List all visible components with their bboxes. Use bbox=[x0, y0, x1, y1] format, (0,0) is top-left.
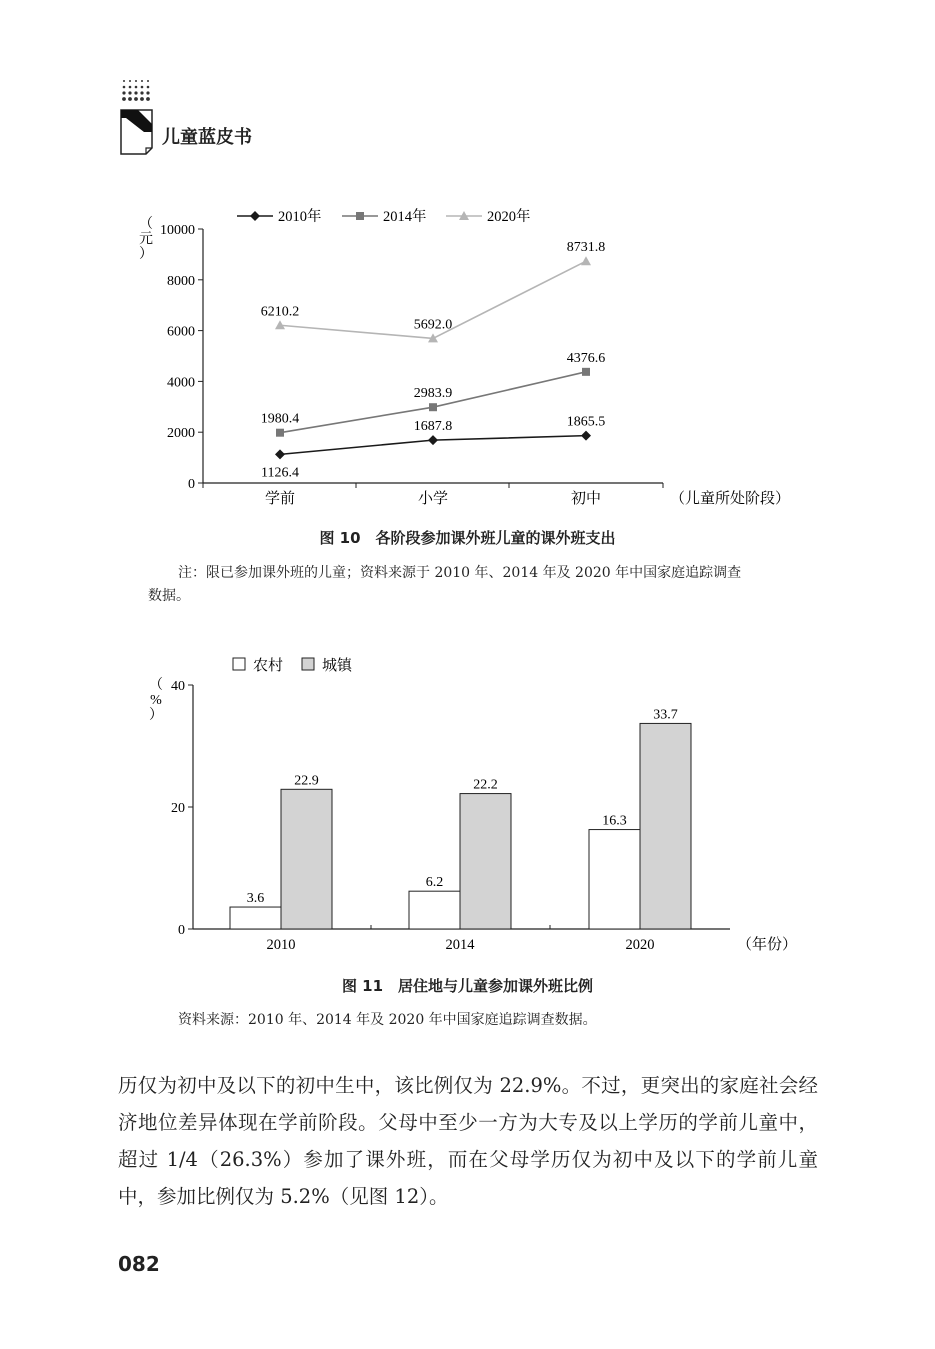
figure-11-caption: 图 11 居住地与儿童参加课外班比例 bbox=[341, 977, 594, 995]
legend-label: 2020年 bbox=[487, 209, 531, 225]
bar-value-label: 3.6 bbox=[246, 891, 265, 907]
data-label: 6210.2 bbox=[260, 304, 300, 320]
data-label: 1126.4 bbox=[261, 465, 299, 481]
legend-label: 2010年 bbox=[278, 209, 322, 225]
y-axis-unit-label-char: % bbox=[150, 693, 162, 708]
data-point bbox=[429, 403, 437, 411]
y-axis-unit-label-char: ） bbox=[149, 708, 163, 723]
x-category-label: 学前 bbox=[264, 491, 296, 507]
bar bbox=[589, 830, 640, 929]
y-tick-label: 20 bbox=[171, 801, 185, 816]
data-label: 1980.4 bbox=[260, 411, 300, 427]
y-tick-label: 40 bbox=[171, 679, 185, 694]
x-axis-label: （儿童所处阶段） bbox=[670, 491, 791, 507]
data-point bbox=[581, 431, 591, 441]
legend-label: 2014年 bbox=[383, 209, 427, 225]
data-label: 5692.0 bbox=[413, 317, 453, 333]
x-category-label: 2014 bbox=[445, 937, 475, 953]
data-point bbox=[582, 368, 590, 376]
y-axis-unit-label bbox=[149, 677, 163, 723]
body-paragraph: 历仅为初中及以下的初中生中，该比例仅为 22.9%。不过，更突出的家庭社会经济地位差异体现在学前阶段。父母中至少一方为大专及以上学历的学前儿童中，超过 1/4（26.3%）参加了课外班，而在父母学历仅为初中及以下的学前儿童中，参加比例仅为 5.2%（见图 12）。 bbox=[118, 1074, 818, 1208]
legend-marker bbox=[356, 212, 364, 220]
data-point bbox=[581, 256, 591, 265]
data-label: 8731.8 bbox=[566, 240, 606, 256]
data-label: 4376.6 bbox=[566, 350, 606, 366]
x-category-label: 小学 bbox=[417, 491, 449, 507]
legend-swatch bbox=[302, 658, 314, 670]
x-category-label: 2010 bbox=[266, 937, 296, 953]
legend-swatch bbox=[233, 658, 245, 670]
legend-label: 农村 bbox=[253, 658, 284, 674]
y-tick-label: 2000 bbox=[167, 426, 195, 442]
legend-label: 城镇 bbox=[322, 658, 353, 674]
x-category-label: 初中 bbox=[570, 491, 602, 507]
bar-value-label: 16.3 bbox=[602, 813, 627, 829]
bar-value-label: 33.7 bbox=[653, 707, 678, 723]
bar-value-label: 22.2 bbox=[473, 777, 498, 793]
figure-10-note-cont: 数据。 bbox=[148, 588, 190, 604]
figure-11-note: 资料来源：2010 年、2014 年及 2020 年中国家庭追踪调查数据。 bbox=[178, 1012, 597, 1028]
x-axis-label: （年份） bbox=[737, 937, 798, 953]
figure-10-line-chart bbox=[0, 195, 935, 515]
figure-10-caption: 图 10 各阶段参加课外班儿童的课外班支出 bbox=[319, 529, 616, 547]
y-axis-unit-label-char: （ bbox=[139, 217, 153, 232]
y-axis-unit-label-char: ） bbox=[139, 247, 153, 262]
data-point bbox=[275, 449, 285, 459]
book-series-title: 儿童蓝皮书 bbox=[162, 127, 252, 148]
y-tick-label: 8000 bbox=[167, 273, 195, 289]
page-number: 082 bbox=[118, 1252, 160, 1276]
y-tick-label: 0 bbox=[188, 477, 195, 492]
y-axis-unit-label-char: 元 bbox=[139, 232, 153, 247]
data-label: 2983.9 bbox=[413, 386, 453, 402]
bar bbox=[409, 891, 460, 929]
data-label: 1865.5 bbox=[566, 414, 606, 430]
bar bbox=[230, 907, 281, 929]
bar-value-label: 22.9 bbox=[294, 773, 319, 789]
data-label: 1687.8 bbox=[413, 419, 453, 435]
figure-10-note: 注：限已参加课外班的儿童；资料来源于 2010 年、2014 年及 2020 年中国家庭追踪调查 bbox=[178, 565, 742, 581]
y-axis-unit-label bbox=[139, 216, 153, 262]
legend-marker bbox=[250, 211, 260, 221]
bar bbox=[640, 723, 691, 929]
data-point bbox=[428, 435, 438, 445]
x-category-label: 2020 bbox=[625, 937, 655, 953]
y-tick-label: 10000 bbox=[160, 223, 195, 238]
y-tick-label: 6000 bbox=[167, 324, 195, 340]
data-point bbox=[276, 429, 284, 437]
bar-value-label: 6.2 bbox=[425, 875, 444, 891]
y-axis-unit-label-char: （ bbox=[149, 678, 163, 693]
bar bbox=[281, 789, 332, 929]
book-series-logo-icon bbox=[118, 78, 158, 158]
y-tick-label: 4000 bbox=[167, 375, 195, 391]
y-tick-label: 0 bbox=[178, 923, 185, 938]
figure-11-bar-chart bbox=[0, 645, 935, 965]
bar bbox=[460, 794, 511, 929]
